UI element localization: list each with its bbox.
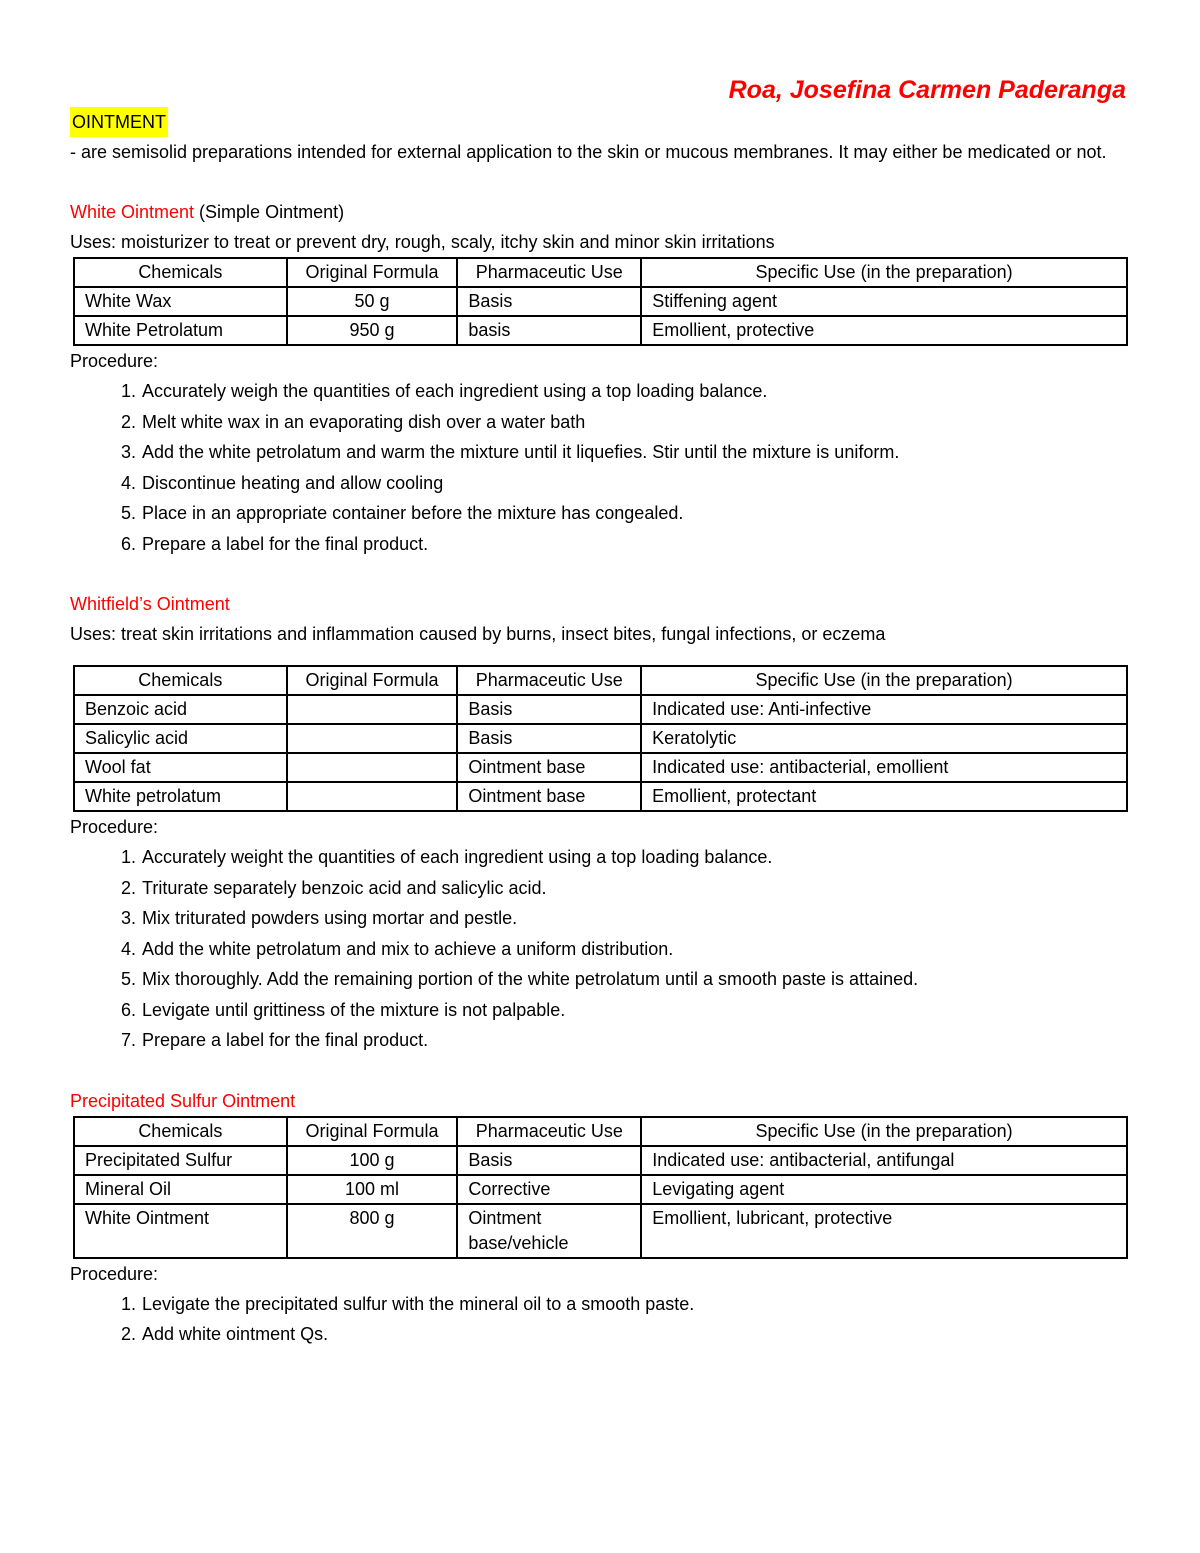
table-row xyxy=(74,1204,1127,1258)
table-row xyxy=(74,1175,1127,1204)
intro-definition: - are semisolid preparations intended for external application to the skin or mucous membranes. It may either be medicated or not. xyxy=(70,142,1107,162)
cell-pharmaceutic-use: basis xyxy=(457,316,641,345)
header-pharmaceutic-use: Pharmaceutic Use xyxy=(457,666,641,695)
header-specific-use: Specific Use (in the preparation) xyxy=(641,258,1127,287)
list-item: 1. Accurately weigh the quantities of each ingredient using a top loading balance. xyxy=(141,376,1128,407)
list-item: 4. Discontinue heating and allow cooling xyxy=(141,468,1128,499)
cell-specific-use: Keratolytic xyxy=(641,724,1127,753)
section-uses: Uses: treat skin irritations and inflammation caused by burns, insect bites, fungal infections, or eczema xyxy=(70,624,886,644)
cell-specific-use: Stiffening agent xyxy=(641,287,1127,316)
cell-specific-use: Emollient, protectant xyxy=(641,782,1127,811)
cell-specific-use: Emollient, lubricant, protective xyxy=(641,1204,1127,1258)
header-chemicals: Chemicals xyxy=(74,666,287,695)
header-chemicals: Chemicals xyxy=(74,1117,287,1146)
cell-pharmaceutic-use: Basis xyxy=(457,287,641,316)
list-item: 7. Prepare a label for the final product. xyxy=(141,1025,1128,1056)
cell-chemical: White Petrolatum xyxy=(74,316,287,345)
cell-formula: 50 g xyxy=(287,287,458,316)
cell-pharmaceutic-use: Ointment base xyxy=(457,753,641,782)
list-item: 6. Levigate until grittiness of the mixture is not palpable. xyxy=(141,995,1128,1026)
list-item: 4. Add the white petrolatum and mix to achieve a uniform distribution. xyxy=(141,934,1128,965)
cell-pharmaceutic-use: Ointment base xyxy=(457,782,641,811)
section-uses: Uses: moisturizer to treat or prevent dry, rough, scaly, itchy skin and minor skin irritations xyxy=(70,232,775,252)
cell-formula xyxy=(287,724,458,753)
intro-heading xyxy=(70,107,1128,137)
table-header-row xyxy=(74,1117,1127,1146)
cell-pharmaceutic-use: Corrective xyxy=(457,1175,641,1204)
cell-chemical: White Wax xyxy=(74,287,287,316)
cell-specific-use: Indicated use: antibacterial, antifungal xyxy=(641,1146,1127,1175)
header-chemicals: Chemicals xyxy=(74,258,287,287)
procedure-label: Procedure: xyxy=(70,817,159,837)
table-row xyxy=(74,1146,1127,1175)
list-item: 5. Place in an appropriate container before the mixture has congealed. xyxy=(141,498,1128,529)
list-item: 2. Add white ointment Qs. xyxy=(141,1319,1128,1350)
procedure-label: Procedure: xyxy=(70,351,159,371)
header-pharmaceutic-use: Pharmaceutic Use xyxy=(457,258,641,287)
cell-formula xyxy=(287,695,458,724)
section-title-white-ointment xyxy=(70,197,1128,227)
procedure-list xyxy=(70,842,1128,1056)
header-specific-use: Specific Use (in the preparation) xyxy=(641,1117,1127,1146)
section-title-suffix: (Simple Ointment) xyxy=(194,202,345,222)
cell-chemical: Mineral Oil xyxy=(74,1175,287,1204)
cell-formula xyxy=(287,753,458,782)
formula-table-whitfields-ointment xyxy=(73,665,1128,812)
table-row xyxy=(74,695,1127,724)
procedure-label: Procedure: xyxy=(70,1263,159,1284)
list-item: 2. Melt white wax in an evaporating dish over a water bath xyxy=(141,407,1128,438)
list-item: 5. Mix thoroughly. Add the remaining portion of the white petrolatum until a smooth paste is attained. xyxy=(141,964,1128,995)
cell-pharmaceutic-use: Basis xyxy=(457,695,641,724)
table-row xyxy=(74,287,1127,316)
cell-specific-use: Indicated use: antibacterial, emollient xyxy=(641,753,1127,782)
cell-specific-use: Indicated use: Anti-infective xyxy=(641,695,1127,724)
header-pharmaceutic-use: Pharmaceutic Use xyxy=(457,1117,641,1146)
cell-chemical: White petrolatum xyxy=(74,782,287,811)
cell-chemical: Salicylic acid xyxy=(74,724,287,753)
list-item: 1. Accurately weight the quantities of each ingredient using a top loading balance. xyxy=(141,842,1128,873)
list-item: 6. Prepare a label for the final product. xyxy=(141,529,1128,560)
document-body xyxy=(70,107,1128,1350)
list-item: 1. Levigate the precipitated sulfur with the mineral oil to a smooth paste. xyxy=(141,1289,1128,1320)
list-item: 3. Add the white petrolatum and warm the mixture until it liquefies. Stir until the mixture is uniform. xyxy=(141,437,1128,468)
cell-formula xyxy=(287,782,458,811)
cell-pharmaceutic-use: Basis xyxy=(457,1146,641,1175)
cell-specific-use: Emollient, protective xyxy=(641,316,1127,345)
cell-chemical: Precipitated Sulfur xyxy=(74,1146,287,1175)
formula-table-white-ointment xyxy=(73,257,1128,346)
section-title-precipitated-sulfur-ointment: Precipitated Sulfur Ointment xyxy=(70,1090,296,1111)
table-header-row xyxy=(74,666,1127,695)
formula-table-precipitated-sulfur xyxy=(73,1116,1128,1259)
cell-formula: 100 g xyxy=(287,1146,458,1175)
list-item: 3. Mix triturated powders using mortar and pestle. xyxy=(141,903,1128,934)
cell-pharmaceutic-use: Basis xyxy=(457,724,641,753)
highlighted-heading: OINTMENT xyxy=(70,107,168,137)
cell-pharmaceutic-use: Ointment base/vehicle xyxy=(457,1204,641,1258)
section-title-text: White Ointment xyxy=(70,202,195,222)
table-row xyxy=(74,782,1127,811)
list-item: 2. Triturate separately benzoic acid and salicylic acid. xyxy=(141,873,1128,904)
section-title-whitfields-ointment: Whitfield’s Ointment xyxy=(70,594,230,614)
table-header-row xyxy=(74,258,1127,287)
cell-chemical: Wool fat xyxy=(74,753,287,782)
table-row xyxy=(74,753,1127,782)
procedure-list xyxy=(70,376,1128,559)
header-specific-use: Specific Use (in the preparation) xyxy=(641,666,1127,695)
cell-chemical: Benzoic acid xyxy=(74,695,287,724)
cell-formula: 950 g xyxy=(287,316,458,345)
cell-formula: 800 g xyxy=(287,1204,458,1258)
author-name: Roa, Josefina Carmen Paderanga xyxy=(728,76,1126,104)
cell-specific-use: Levigating agent xyxy=(641,1175,1127,1204)
cell-formula: 100 ml xyxy=(287,1175,458,1204)
header-original-formula: Original Formula xyxy=(287,258,458,287)
table-row xyxy=(74,724,1127,753)
procedure-list xyxy=(70,1289,1128,1350)
cell-chemical: White Ointment xyxy=(74,1204,287,1258)
header-original-formula: Original Formula xyxy=(287,1117,458,1146)
header-original-formula: Original Formula xyxy=(287,666,458,695)
table-row xyxy=(74,316,1127,345)
